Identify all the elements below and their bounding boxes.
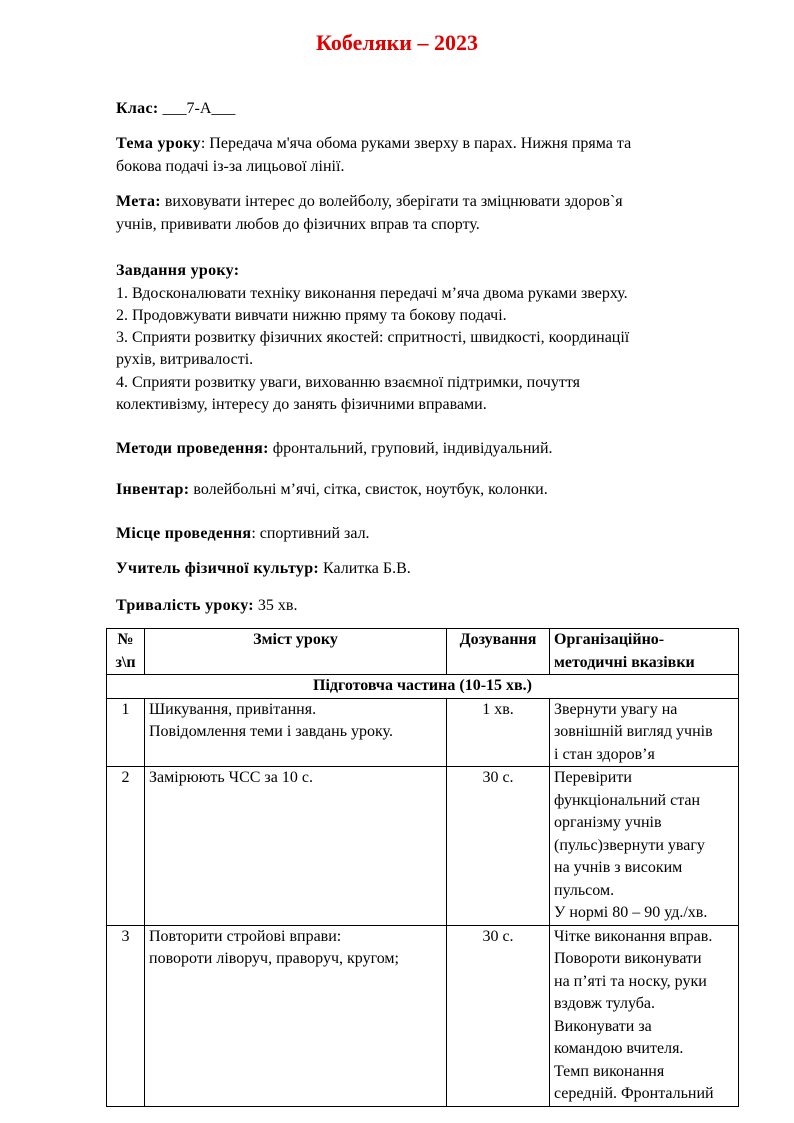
section-row xyxy=(107,675,739,699)
goal-label: Мета: xyxy=(116,193,161,210)
row-dose: 30 с. xyxy=(447,925,550,1106)
table-header-row xyxy=(107,629,739,675)
equipment-value: волейбольні м’ячі, сітка, свисток, ноутбук, колонки. xyxy=(189,481,548,498)
place-line xyxy=(116,522,756,545)
document-title: Кобеляки – 2023 xyxy=(316,30,478,55)
topic-label: Тема уроку xyxy=(116,135,201,152)
row-number: 1 xyxy=(107,698,145,767)
header-dose: Дозування xyxy=(447,629,550,675)
tasks-label: Завдання уроку: xyxy=(116,262,240,279)
task-item: 4. Сприяти розвитку уваги, вихованню взаємної підтримки, почуття xyxy=(116,374,580,391)
topic-text: : Передача м'яча обома руками зверху в парах. Нижня пряма та xyxy=(200,135,632,152)
place-label: Місце проведення xyxy=(116,525,252,542)
methods-value: фронтальний, груповий, індивідуальний. xyxy=(268,440,553,457)
task-item: 2. Продовжувати вивчати нижню пряму та бокову подачі. xyxy=(116,307,507,324)
header-notes: Організаційно- методичні вказівки xyxy=(550,629,739,675)
methods-line xyxy=(116,437,756,460)
header-number: № з\п xyxy=(107,629,145,675)
row-dose: 30 с. xyxy=(447,767,550,926)
goal-line-2: учнів, прививати любов до фізичних вправ та спорту. xyxy=(116,216,480,233)
task-item: 1. Вдосконалювати техніку виконання передачі м’яча двома руками зверху. xyxy=(116,285,628,302)
row-notes: Звернути увагу на зовнішній вигляд учнів і стан здоров’я xyxy=(550,698,739,767)
class-value: ___7-А___ xyxy=(162,100,236,117)
table-row xyxy=(107,767,739,926)
class-line xyxy=(116,97,756,120)
row-dose: 1 хв. xyxy=(447,698,550,767)
methods-label: Методи проведення: xyxy=(116,440,269,457)
duration-line xyxy=(116,594,756,617)
task-item: рухів, витривалості. xyxy=(116,351,254,368)
teacher-value: Калитка Б.В. xyxy=(319,560,411,577)
goal-text: виховувати інтерес до волейболу, зберігати та зміцнювати здоров`я xyxy=(160,193,623,210)
table-row xyxy=(107,925,739,1106)
teacher-label: Учитель фізичної культур: xyxy=(116,560,320,577)
topic-line-2: бокова подачі із-за лицьової лінії. xyxy=(116,158,345,175)
teacher-line xyxy=(116,557,756,580)
row-notes: Перевірити функціональний стан організму учнів (пульс)звернути увагу на учнів з високим пульсом. У нормі 80 – 90 уд./хв. xyxy=(550,767,739,926)
row-notes: Чітке виконання вправ. Повороти виконувати на п’яті та носку, руки вздовж тулуба. Виконувати за командою вчителя. Темп виконання середній. Фронтальний xyxy=(550,925,739,1106)
equipment-label: Інвентар: xyxy=(116,481,190,498)
row-content: Шикування, привітання. Повідомлення теми і завдань уроку. xyxy=(145,698,447,767)
row-content: Повторити стройові вправи: повороти ліворуч, праворуч, кругом; xyxy=(145,925,447,1106)
place-value: : спортивний зал. xyxy=(251,525,370,542)
task-item: 3. Сприяти розвитку фізичних якостей: спритності, швидкості, координації xyxy=(116,329,630,346)
section-title: Підготовча частина (10-15 хв.) xyxy=(107,675,739,699)
topic-line-1 xyxy=(116,132,756,155)
duration-label: Тривалість уроку: xyxy=(116,597,254,614)
header-content: Зміст уроку xyxy=(145,629,447,675)
duration-value: 35 хв. xyxy=(253,597,298,614)
row-content: Замірюють ЧСС за 10 с. xyxy=(145,767,447,926)
table-row xyxy=(107,698,739,767)
class-label: Клас: xyxy=(116,100,159,117)
row-number: 2 xyxy=(107,767,145,926)
row-number: 3 xyxy=(107,925,145,1106)
lesson-table xyxy=(106,628,739,1107)
equipment-line xyxy=(116,478,756,501)
task-item: колективізму, інтересу до занять фізичними вправами. xyxy=(116,396,487,413)
goal-line-1 xyxy=(116,190,756,213)
